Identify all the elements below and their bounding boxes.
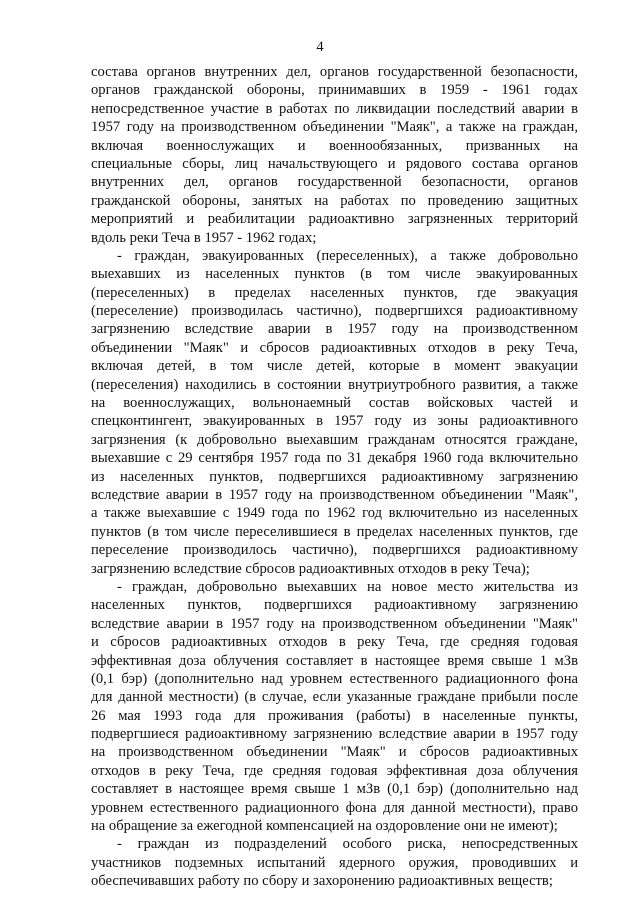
page-number: 4	[316, 39, 324, 55]
text-line: вдоль реки Теча в 1957 - 1962 годах;	[91, 229, 317, 246]
text-line: загрязнению вследствие аварии в 1957 году на производственном	[91, 321, 578, 338]
text-line: включая детей, в том числе детей, которые в момент эвакуации	[91, 358, 578, 375]
text-line: для данной местности) (в случае, если указанные граждане прибыли после	[91, 689, 578, 706]
text-line: - граждан, эвакуированных (переселенных), а также добровольно	[117, 247, 578, 264]
text-line: (переселения) находились в состоянии внутриутробного развития, а также	[91, 376, 578, 393]
text-line: вследствие аварии в 1957 году на производственном объединении "Маяк"	[91, 615, 578, 632]
text-line: уровнем естественного радиационного фона для данной местности), право	[91, 799, 578, 816]
text-line: на производственном объединении "Маяк" и сбросов радиоактивных	[91, 744, 578, 761]
text-line: на обращение за ежегодной компенсацией на оздоровление они не имеют);	[91, 818, 558, 835]
text-line: включая военнослужащих и военнообязанных, призванных на	[91, 137, 578, 154]
text-line: эффективная доза облучения составляет в настоящее время свыше 1 мЗв	[91, 652, 578, 669]
text-line: выехавших из населенных пунктов (в том числе эвакуированных	[91, 266, 578, 283]
text-line: населенных пунктов, подвергшихся радиоактивному загрязнению	[91, 597, 578, 614]
text-line: (0,1 бэр) (дополнительно над уровнем естественного радиационного фона	[91, 670, 578, 687]
text-line: переселение производилось частично), подвергшихся радиоактивному	[91, 542, 578, 559]
text-line: специальные сборы, лиц начальствующего и рядового состава органов	[91, 155, 578, 172]
text-line: составляет в настоящее время свыше 1 мЗв (0,1 бэр) (дополнительно над	[91, 781, 578, 798]
text-line: внутренних дел, органов государственной безопасности, органов	[91, 174, 578, 191]
text-line: вследствие аварии в 1957 году на производственном объединении "Маяк",	[91, 486, 578, 503]
text-line: участников подземных испытаний ядерного оружия, проводивших и	[91, 854, 578, 871]
text-line: и сбросов радиоактивных отходов в реку Теча, где средняя годовая	[91, 634, 578, 651]
text-line: мероприятий и реабилитации радиоактивно загрязненных территорий	[91, 211, 578, 228]
paragraph	[91, 63, 578, 247]
text-line: на военнослужащих, вольнонаемный состав войсковых частей и	[91, 395, 578, 412]
text-line: загрязнению вследствие сбросов радиоактивных отходов в реку Теча);	[91, 560, 530, 577]
paragraph	[91, 835, 578, 890]
paragraph	[91, 578, 578, 835]
text-line: (переселение) производилась частично), подвергшихся радиоактивному	[91, 303, 578, 320]
text-line: выехавшие с 29 сентября 1957 года по 31 декабря 1960 года включительно	[91, 450, 578, 467]
text-line: - граждан, добровольно выехавших на новое место жительства из	[117, 578, 578, 595]
text-line: объединении "Маяк" и сбросов радиоактивных отходов в реку Теча,	[91, 339, 578, 356]
text-line: пунктов (в том числе переселившиеся в пределах населенных пунктов, где	[91, 523, 578, 540]
text-line: гражданской обороны, занятых на работах по проведению защитных	[91, 192, 578, 209]
document-body	[91, 63, 578, 891]
text-line: загрязнения (к добровольно выехавшим гражданам относятся граждане,	[91, 431, 578, 448]
text-line: подвергшиеся радиоактивному загрязнению вследствие аварии в 1957 году	[91, 726, 578, 743]
text-line: состава органов внутренних дел, органов государственной безопасности,	[91, 64, 578, 80]
text-line: (переселенных) в пределах населенных пунктов, где эвакуация	[91, 284, 578, 301]
text-line: обеспечивавших работу по сбору и захоронению радиоактивных веществ;	[91, 873, 553, 890]
text-line: спецконтингент, эвакуированных в 1957 году из зоны радиоактивного	[91, 413, 578, 430]
text-line: из населенных пунктов, подвергшихся радиоактивному загрязнению	[91, 468, 578, 485]
paragraph	[91, 247, 578, 578]
text-line: отходов в реку Теча, где средняя годовая эффективная доза облучения	[91, 762, 578, 779]
text-line: органов гражданской обороны, принимавших в 1959 - 1961 годах	[91, 82, 578, 99]
text-line: а также выехавшие с 1949 года по 1962 год включительно из населенных	[91, 505, 578, 522]
text-line: 1957 году на производственном объединении "Маяк", а также на граждан,	[91, 119, 578, 136]
text-line: - граждан из подразделений особого риска, непосредственных	[117, 836, 578, 853]
text-line: непосредственное участие в работах по ликвидации последствий аварии в	[91, 100, 578, 117]
text-line: 26 мая 1993 года для проживания (работы) в населенные пункты,	[91, 707, 578, 724]
